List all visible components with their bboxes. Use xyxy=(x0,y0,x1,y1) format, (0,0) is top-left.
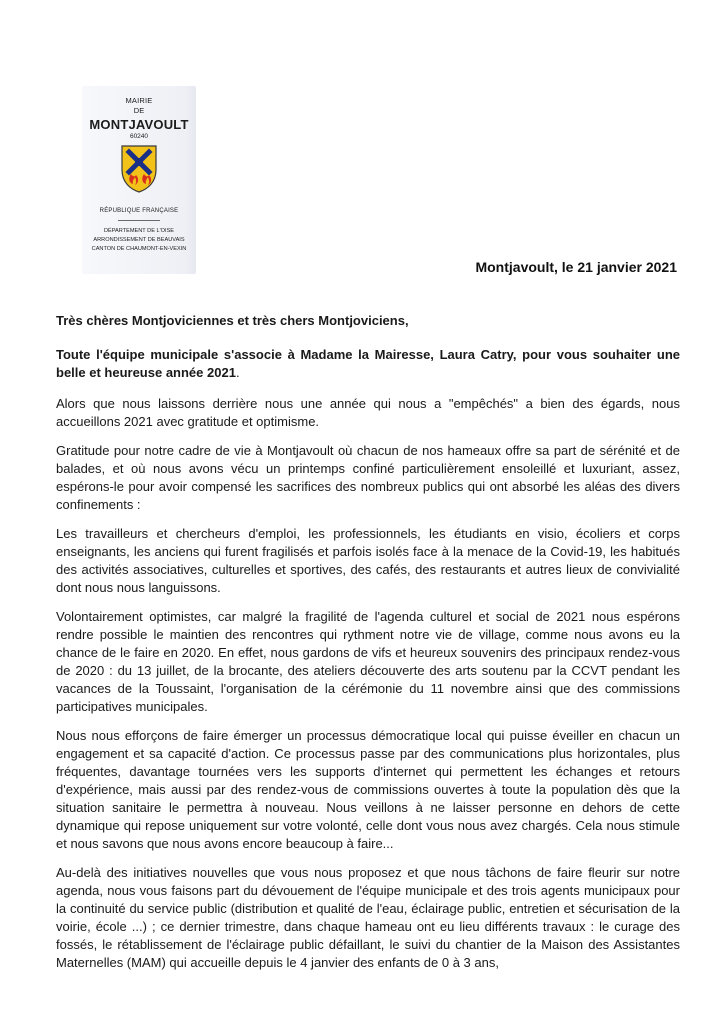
letterhead-department-line: ARRONDISSEMENT DE BEAUVAIS xyxy=(93,237,185,243)
letterhead xyxy=(82,86,196,274)
letterhead-department-line: CANTON DE CHAUMONT-EN-VEXIN xyxy=(91,246,187,252)
greeting: Très chères Montjoviciennes et très chers Montjoviciens, xyxy=(56,313,409,328)
letterhead-divider xyxy=(118,220,160,221)
new-year-wishes xyxy=(56,346,680,382)
paragraph: Les travailleurs et chercheurs d'emploi, les professionnels, les étudiants en visio, écoliers et corps enseignants, les anciens qui furent fragilisés et parfois isolés face à la menace de la Covid-19, les habitués des activités associatives, culturelles et sportives, des cafés, des restaurants et autres lieux de convivialité dont nous nous languissons. xyxy=(56,526,680,595)
letterhead-postal-code: 60240 xyxy=(129,133,149,140)
paragraph: Alors que nous laissons derrière nous une année qui nous a "empêchés" a bien des égards, nous accueillons 2021 avec gratitude et optimisme. xyxy=(56,396,680,429)
coat-of-arms-icon xyxy=(120,144,158,194)
new-year-wishes-text: Toute l'équipe municipale s'associe à Madame la Mairesse, Laura Catry, pour vous souhaiter une belle et heureuse année 2021 xyxy=(56,347,680,380)
letter-body xyxy=(56,312,680,983)
letterhead-de: DE xyxy=(133,106,145,115)
letterhead-republic: RÉPUBLIQUE FRANÇAISE xyxy=(99,208,179,214)
paragraph: Gratitude pour notre cadre de vie à Montjavoult où chacun de nos hameaux offre sa part de sérénité et de balades, et où nous avons vécu un printemps confiné particulièrement ensoleillé et luxuriant, assez, espérons-le pour avoir compensé les sacrifices des nombreux publics qui ont absorbé les aléas des divers confinements : xyxy=(56,443,680,512)
letterhead-town-name: MONTJAVOULT xyxy=(89,117,189,132)
new-year-wishes-end: . xyxy=(235,365,240,380)
letterhead-department-line: DÉPARTEMENT DE L'OISE xyxy=(103,228,175,234)
paragraph: Volontairement optimistes, car malgré la fragilité de l'agenda culturel et social de 2021 nous espérons rendre possible le maintien des rencontres qui rythment notre vie de village, comme nous avons eu la chance de le faire en 2020. En effet, nous gardons de vifs et heureux souvenirs des principaux rendez-vous de 2020 : du 13 juillet, de la brocante, des ateliers découverte des arts soutenu par la CCVT pendant les vacances de la Toussaint, l'organisation de la cérémonie du 11 novembre ainsi que des commissions participatives municipales. xyxy=(56,609,680,714)
paragraph: Au-delà des initiatives nouvelles que vous nous proposez et que nous tâchons de faire fleurir sur notre agenda, nous vous faisons part du dévouement de l'équipe municipale et des trois agents municipaux pour la continuité du service public (distribution et qualité de l'eau, éclairage public, entretien et sécurisation de la voirie, école ...) ; ce dernier trimestre, dans chaque hameau ont eu lieu différents travaux : le curage des fossés, le rétablissement de l'éclairage public défaillant, le suivi du chantier de la Maison des Assistantes Maternelles (MAM) qui accueille depuis le 4 janvier des enfants de 0 à 3 ans, xyxy=(56,865,680,970)
letterhead-department xyxy=(82,227,196,254)
dateline: Montjavoult, le 21 janvier 2021 xyxy=(475,259,677,275)
paragraph: Nous nous efforçons de faire émerger un processus démocratique local qui puisse éveiller en chacun un engagement et sa capacité d'action. Ce processus passe par des communications plus horizontales, plus fréquentes, davantage tournées vers les supports d'internet qui permettent les échanges et retours d'expérience, mais aussi par des rendez-vous de commissions ouvertes à toute la population dès que la situation sanitaire le permettra à nouveau. Nous veillons à ne laisser personne en dehors de cette dynamique qui repose uniquement sur votre volonté, celle dont vous nous avez chargés. Cela nous stimule et nous savons que nous avons encore beaucoup à faire... xyxy=(56,728,680,851)
letterhead-mairie: MAIRIE xyxy=(125,96,153,105)
